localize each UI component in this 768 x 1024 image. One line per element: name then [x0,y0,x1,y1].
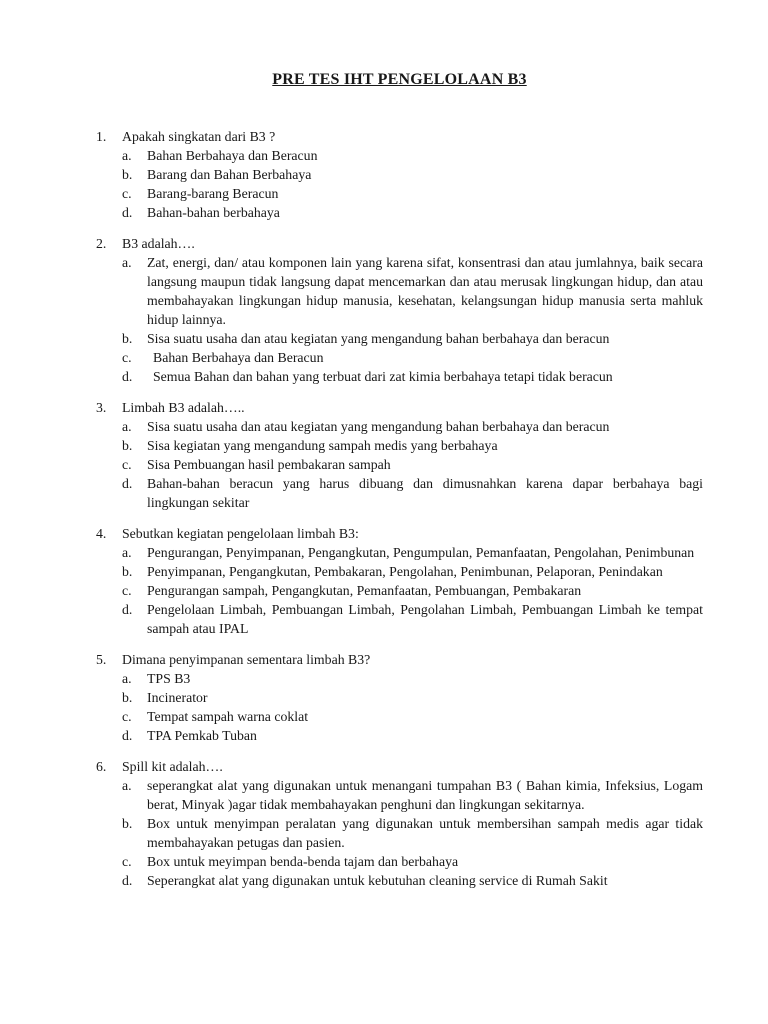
option-letter: d. [122,873,133,888]
option-row [122,776,703,814]
option-row [122,203,703,222]
question-options [122,543,703,638]
page-title: PRE TES IHT PENGELOLAAN B3 [272,71,527,88]
option-text: Zat, energi, dan/ atau komponen lain yang karena sifat, konsentrasi dan atau jumlahnya, baik secara langsung maupun tidak langsung dapat mencemarkan dan atau merusak lingkungan hidup, dan atau membahayakan lingkungan hidup manusia, kesehatan, kelangsungan hidup manusia serta mahluk hidup lainnya. [147,255,703,327]
option-letter: a. [122,778,132,793]
option-row [122,562,703,581]
option-letter: d. [122,476,133,491]
option-row [122,852,703,871]
question-head [96,524,703,543]
option-text: Tempat sampah warna coklat [147,709,309,724]
option-text: Sisa suatu usaha dan atau kegiatan yang mengandung bahan berbahaya dan beracun [147,331,610,346]
question-text: B3 adalah…. [122,236,195,251]
option-letter: d. [122,369,133,384]
question-head [96,234,703,253]
option-letter: c. [122,583,132,598]
option-text: Pengelolaan Limbah, Pembuangan Limbah, Pengolahan Limbah, Pembuangan Limbah ke tempat sampah atau IPAL [147,602,703,636]
option-row [122,669,703,688]
question-text: Sebutkan kegiatan pengelolaan limbah B3: [122,526,359,541]
option-letter: b. [122,690,133,705]
option-letter: d. [122,205,133,220]
question-text: Spill kit adalah…. [122,759,223,774]
question-options [122,146,703,222]
option-letter: a. [122,148,132,163]
question-options [122,417,703,512]
question-head [96,127,703,146]
option-text: Sisa suatu usaha dan atau kegiatan yang mengandung bahan berbahaya dan beracun [147,419,610,434]
question-text: Apakah singkatan dari B3 ? [122,129,276,144]
question-text: Limbah B3 adalah….. [122,400,245,415]
option-letter: b. [122,438,133,453]
option-letter: d. [122,602,133,617]
option-letter: b. [122,167,133,182]
option-text: Barang dan Bahan Berbahaya [147,167,312,182]
option-letter: b. [122,564,133,579]
question-options [122,776,703,890]
option-text: Bahan Berbahaya dan Beracun [147,148,318,163]
option-row [122,726,703,745]
option-letter: a. [122,255,132,270]
option-row [122,417,703,436]
option-text: Pengurangan sampah, Pengangkutan, Pemanfaatan, Pembuangan, Pembakaran [147,583,582,598]
question [96,127,703,222]
question-number: 1. [96,129,107,144]
option-letter: c. [122,350,132,365]
question [96,757,703,890]
option-row [122,474,703,512]
question-head [96,757,703,776]
option-text: Penyimpanan, Pengangkutan, Pembakaran, Pengolahan, Penimbunan, Pelaporan, Penindakan [147,564,663,579]
option-letter: a. [122,671,132,686]
option-row [122,329,703,348]
option-row [122,367,703,386]
option-text: TPS B3 [147,671,191,686]
option-row [122,871,703,890]
option-row [122,814,703,852]
option-text: Incinerator [147,690,208,705]
question-options [122,669,703,745]
question-head [96,650,703,669]
option-row [122,165,703,184]
question [96,524,703,638]
option-letter: a. [122,545,132,560]
question-number: 2. [96,236,107,251]
option-row [122,253,703,329]
option-text: TPA Pemkab Tuban [147,728,257,743]
option-row [122,348,703,367]
option-letter: b. [122,331,133,346]
option-letter: b. [122,816,133,831]
option-letter: d. [122,728,133,743]
question-number: 6. [96,759,107,774]
option-letter: c. [122,457,132,472]
option-row [122,146,703,165]
option-row [122,184,703,203]
question-head [96,398,703,417]
option-row [122,455,703,474]
option-text: Bahan-bahan beracun yang harus dibuang dan dimusnahkan karena dapar berbahaya bagi lingkungan sekitar [147,476,703,510]
questions [96,127,703,890]
question [96,234,703,386]
option-text: Semua Bahan dan bahan yang terbuat dari zat kimia berbahaya tetapi tidak beracun [153,369,613,384]
option-row [122,436,703,455]
option-text: Bahan-bahan berbahaya [147,205,280,220]
question-number: 3. [96,400,107,415]
question-options [122,253,703,386]
option-letter: c. [122,186,132,201]
option-row [122,581,703,600]
option-letter: a. [122,419,132,434]
question-number: 4. [96,526,107,541]
option-text: Sisa kegiatan yang mengandung sampah medis yang berbahaya [147,438,498,453]
option-text: Sisa Pembuangan hasil pembakaran sampah [147,457,391,472]
option-text: Box untuk menyimpan peralatan yang digunakan untuk membersihan sampah medis agar tidak membahayakan petugas dan pasien. [147,816,703,850]
option-text: Bahan Berbahaya dan Beracun [153,350,324,365]
option-text: Seperangkat alat yang digunakan untuk kebutuhan cleaning service di Rumah Sakit [147,873,608,888]
option-row [122,688,703,707]
option-row [122,543,703,562]
question [96,650,703,745]
option-text: Box untuk meyimpan benda-benda tajam dan berbahaya [147,854,459,869]
option-letter: c. [122,709,132,724]
option-row [122,600,703,638]
question-text: Dimana penyimpanan sementara limbah B3? [122,652,371,667]
option-row [122,707,703,726]
option-text: seperangkat alat yang digunakan untuk menangani tumpahan B3 ( Bahan kimia, Infeksius, Logam berat, Minyak )agar tidak membahayakan penghuni dan lingkungan sekitarnya. [147,778,703,812]
question-number: 5. [96,652,107,667]
option-text: Barang-barang Beracun [147,186,279,201]
option-letter: c. [122,854,132,869]
question [96,398,703,512]
option-text: Pengurangan, Penyimpanan, Pengangkutan, Pengumpulan, Pemanfaatan, Pengolahan, Penimbunan [147,545,695,560]
